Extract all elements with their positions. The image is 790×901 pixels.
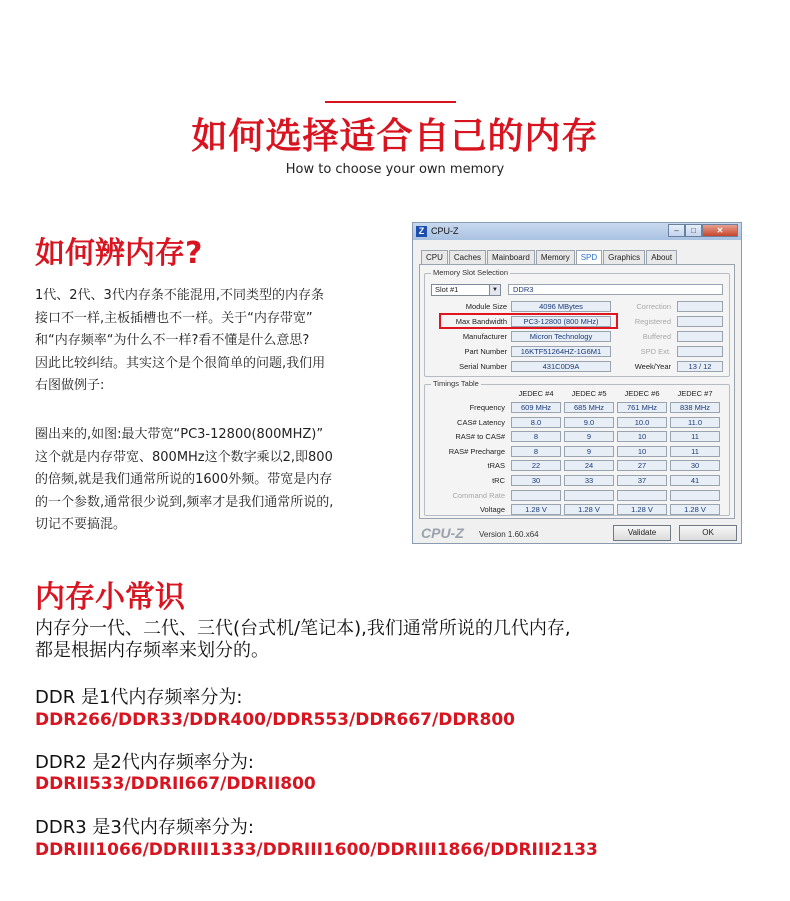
para2-line: 这个就是内存带宽、800MHz这个数字乘以2,即800 [35,449,333,465]
timing-row-label: Frequency [469,403,505,412]
timing-cell: 41 [670,475,720,486]
timing-cell: 11 [670,446,720,457]
timings-table-group [424,379,730,516]
close-icon[interactable]: ✕ [702,224,738,237]
para1-line: 因此比较纠结。其实这个是个很简单的问题,我们用 [35,355,326,371]
para2-line: 的倍频,就是我们通常所说的1600外频。带宽是内存 [35,472,333,487]
ddr3-label: DDR3 是3代内存频率分为: [35,817,254,838]
timing-cell: 8 [511,431,561,442]
ddr2-label: DDR2 是2代内存频率分为: [35,752,254,773]
timing-cell: 10 [617,431,667,442]
para1-line: 右图做例子: [35,378,105,393]
timing-cell: 30 [511,475,561,486]
para1-line: 和“内存频率“为什么不一样?看不懂是什么意思? [35,333,310,348]
identify-paragraph-2 [35,424,333,537]
timing-row-label: RAS# to CAS# [455,432,505,442]
timing-cell: 10.0 [617,417,667,428]
slot-select[interactable] [431,284,501,296]
manufacturer-label: Manufacturer [462,332,507,341]
registered-value [677,316,723,327]
identify-paragraph-1 [35,285,325,398]
timing-cell: 609 MHz [511,402,561,413]
ok-button[interactable]: OK [679,525,737,541]
timing-cell: 1.28 V [564,504,614,515]
slot-select-value: Slot #1 [435,285,459,294]
max-bandwidth-label: Max Bandwidth [455,317,507,326]
timing-cell: 22 [511,460,561,471]
timing-row-label: tRC [492,476,505,485]
ddr3-frequencies: DDRIII1066/DDRIII1333/DDRIII1600/DDRIII1866/DDRIII2133 [35,840,598,860]
ddr2-frequencies: DDRII533/DDRII667/DDRII800 [35,774,316,794]
timing-cell: 27 [617,460,667,471]
timing-cell: 24 [564,460,614,471]
timing-cell: 10 [617,446,667,457]
timing-row-label: RAS# Precharge [448,446,505,456]
tab-spd[interactable]: SPD [576,250,602,265]
week-year-value: 13 / 12 [677,361,723,372]
spd-ext-value [677,346,723,357]
buffered-label: Buffered [642,332,671,341]
tab-memory[interactable]: Memory [536,250,575,264]
cpuz-window-title: CPU-Z [431,226,459,236]
cpuz-logo: CPU-Z [421,525,464,541]
cpuz-version: Version 1.60.x64 [479,530,539,539]
ddr-type-field: DDR3 [508,284,723,295]
part-number-value: 16KTF51264HZ-1G6M1 [511,346,611,357]
memory-slot-group-label: Memory Slot Selection [433,268,509,277]
timing-row-label: Voltage [479,505,505,515]
page-title: 如何选择适合自己的内存 [191,116,599,157]
timing-cell: 33 [564,475,614,486]
para1-line: 接口不一样,主板插槽也不一样。关于“内存带宽” [35,310,313,326]
timing-cell [511,490,561,501]
bandwidth-highlight-box [439,313,618,329]
max-bandwidth-value: PC3-12800 (800 MHz) [511,316,611,327]
tips-intro [35,618,571,662]
serial-number-label: Serial Number [459,362,507,371]
timing-cell: 9 [564,446,614,457]
tab-caches[interactable]: Caches [449,250,486,264]
title-top-rule [325,101,456,103]
tips-intro-line: 内存分一代、二代、三代(台式机/笔记本),我们通常所说的几代内存, [35,618,571,639]
window-controls [668,224,738,237]
tab-graphics[interactable]: Graphics [603,250,645,264]
timing-cell: 1.28 V [617,504,667,515]
para2-line: 的一个参数,通常很少说到,频率才是我们通常所说的, [35,494,334,510]
para2-line: 圈出来的,如图:最大带宽“PC3-12800(800MHZ)” [35,427,324,442]
spd-ext-label: SPD Ext. [640,347,671,356]
module-size-value: 4096 MBytes [511,301,611,312]
timing-cell: 30 [670,460,720,471]
timing-cell: 37 [617,475,667,486]
registered-label: Registered [634,317,671,326]
timing-cell [670,490,720,501]
section-title-tips: 内存小常识 [35,580,185,615]
part-number-label: Part Number [464,347,507,356]
cpuz-titlebar[interactable] [413,223,741,240]
chevron-down-icon: ▼ [489,285,500,295]
section-title-identify: 如何辨内存? [35,236,203,271]
tab-mainboard[interactable]: Mainboard [487,250,535,264]
minimize-icon[interactable]: – [668,224,685,237]
timing-cell: 11 [670,431,720,442]
timing-cell: 838 MHz [670,402,720,413]
timing-col-head: JEDEC #6 [624,389,660,398]
validate-button[interactable]: Validate [613,525,671,541]
tab-cpu[interactable]: CPU [421,250,448,264]
ddr1-label: DDR 是1代内存频率分为: [35,687,243,708]
timing-col-head: JEDEC #4 [518,389,554,398]
week-year-label: Week/Year [634,362,671,371]
cpuz-tabs [421,250,678,264]
timing-cell [617,490,667,501]
timing-cell [564,490,614,501]
correction-label: Correction [636,302,671,311]
memory-slot-group [424,268,730,377]
para2-line: 切记不要搞混。 [35,517,127,532]
manufacturer-value: Micron Technology [511,331,611,342]
timing-cell: 8.0 [511,417,561,428]
timing-row-label: tRAS [487,461,505,471]
tips-intro-line: 都是根据内存频率来划分的。 [35,640,269,661]
tab-about[interactable]: About [646,250,677,264]
timing-cell: 8 [511,446,561,457]
timing-cell: 9.0 [564,417,614,428]
spd-panel [419,264,735,519]
timing-cell: 1.28 V [511,504,561,515]
cpuz-window [412,222,742,544]
maximize-icon[interactable]: □ [685,224,702,237]
timings-table-label: Timings Table [433,379,479,388]
timing-cell: 11.0 [670,417,720,428]
page-subtitle: How to choose your own memory [285,162,505,177]
para1-line: 1代、2代、3代内存条不能混用,不同类型的内存条 [35,288,324,303]
timing-col-head: JEDEC #7 [677,389,713,398]
serial-number-value: 431C0D9A [511,361,611,372]
module-size-label: Module Size [465,302,507,311]
ddr1-frequencies: DDR266/DDR33/DDR400/DDR553/DDR667/DDR800 [35,710,516,730]
timing-row-label: CAS# Latency [457,417,505,427]
timing-cell: 9 [564,431,614,442]
buffered-value [677,331,723,342]
timing-row-label: Command Rate [452,490,505,500]
timing-cell: 1.28 V [670,504,720,515]
timing-col-head: JEDEC #5 [571,389,607,398]
timing-cell: 685 MHz [564,402,614,413]
cpuz-app-icon: Z [416,226,427,237]
correction-value [677,301,723,312]
timing-cell: 761 MHz [617,402,667,413]
